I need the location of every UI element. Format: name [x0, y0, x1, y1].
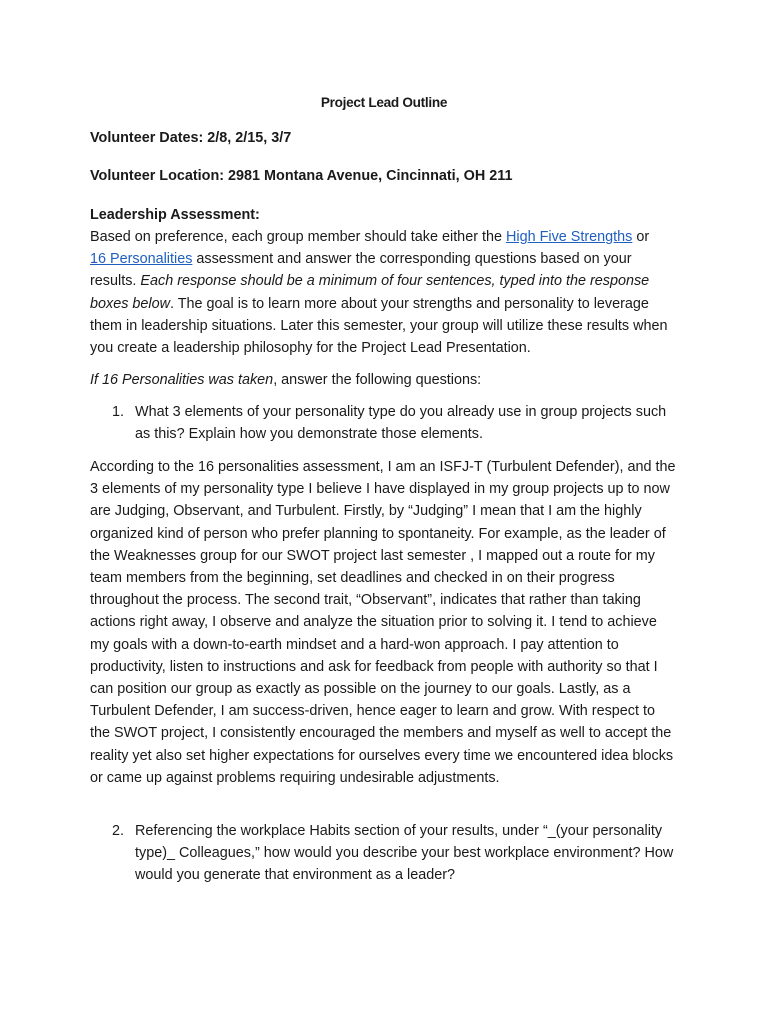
list-item	[90, 820, 678, 887]
answer-1-paragraph: According to the 16 personalities assessment, I am an ISFJ-T (Turbulent Defender), and the 3 elements of my personality type I believe I have displayed in my group projects up to now are Judging, Observant, and Turbulent. Firstly, by “Judging” I mean that I am the highly organized kind of person who prefer planning to spontaneity. For example, as the leader of the Weaknesses group for our SWOT project last semester , I mapped out a route for my team members from the beginning, set deadlines and checked in on their progress throughout the process. The second trait, “Observant”, indicates that rather than taking actions right away, I observe and analyze the situation prior to solving it. I tend to achieve my goals with a down-to-earth mindset and a hard-won approach. I pay attention to productivity, listen to instructions and ask for feedback from people with authority so that I can position our group as exactly as possible on the journey to our goals. Lastly, as a Turbulent Defender, I am success-driven, hence eager to learn and grow. With respect to the SWOT project, I consistently encouraged the members and myself as well to accept the reality yet also set higher expectations for ourselves every time we encountered idea blocks or came up against problems requiring undesirable adjustments.	[90, 459, 676, 786]
question-2-number: 2.	[112, 823, 125, 839]
document-title: Project Lead Outline	[320, 95, 448, 110]
volunteer-dates: Volunteer Dates: 2/8, 2/15, 3/7	[90, 130, 292, 146]
if-personalities-line	[90, 369, 678, 391]
leadership-text-3: assessment and answer the corresponding questions based on your results.	[90, 251, 632, 290]
question-1	[90, 401, 678, 445]
question-2-text: Referencing the workplace Habits section of your results, under “_(your personality type)_ Colleagues,” how would you describe your best workplace environment? How would you generate that environment as a leader?	[135, 823, 674, 884]
question-1-number: 1.	[112, 404, 125, 420]
question-1-text: What 3 elements of your personality type do you already use in group projects such as this? Explain how you demonstrate those elements.	[135, 404, 667, 443]
leadership-text-4: . The goal is to learn more about your strengths and personality to leverage them in leadership situations. Later this semester, your group will utilize these results when you create a leadership philosophy for the Project Lead Presentation.	[90, 295, 668, 357]
leadership-paragraph	[90, 226, 678, 359]
list-item	[90, 401, 678, 445]
if-line-rest: , answer the following questions:	[273, 372, 482, 388]
volunteer-location: Volunteer Location: 2981 Montana Avenue, Cincinnati, OH 211	[90, 168, 513, 184]
leadership-italic-note: Each response should be a minimum of four sentences, typed into the response boxes below	[90, 273, 650, 312]
leadership-text-1: Based on preference, each group member should take either the	[90, 229, 506, 245]
question-2	[90, 820, 678, 887]
high-five-strengths-link[interactable]: High Five Strengths	[506, 229, 633, 245]
if-line-italic: If 16 Personalities was taken	[90, 372, 274, 388]
16-personalities-link[interactable]: 16 Personalities	[90, 251, 193, 268]
leadership-heading: Leadership Assessment:	[90, 207, 260, 223]
leadership-text-2: or	[632, 229, 650, 245]
